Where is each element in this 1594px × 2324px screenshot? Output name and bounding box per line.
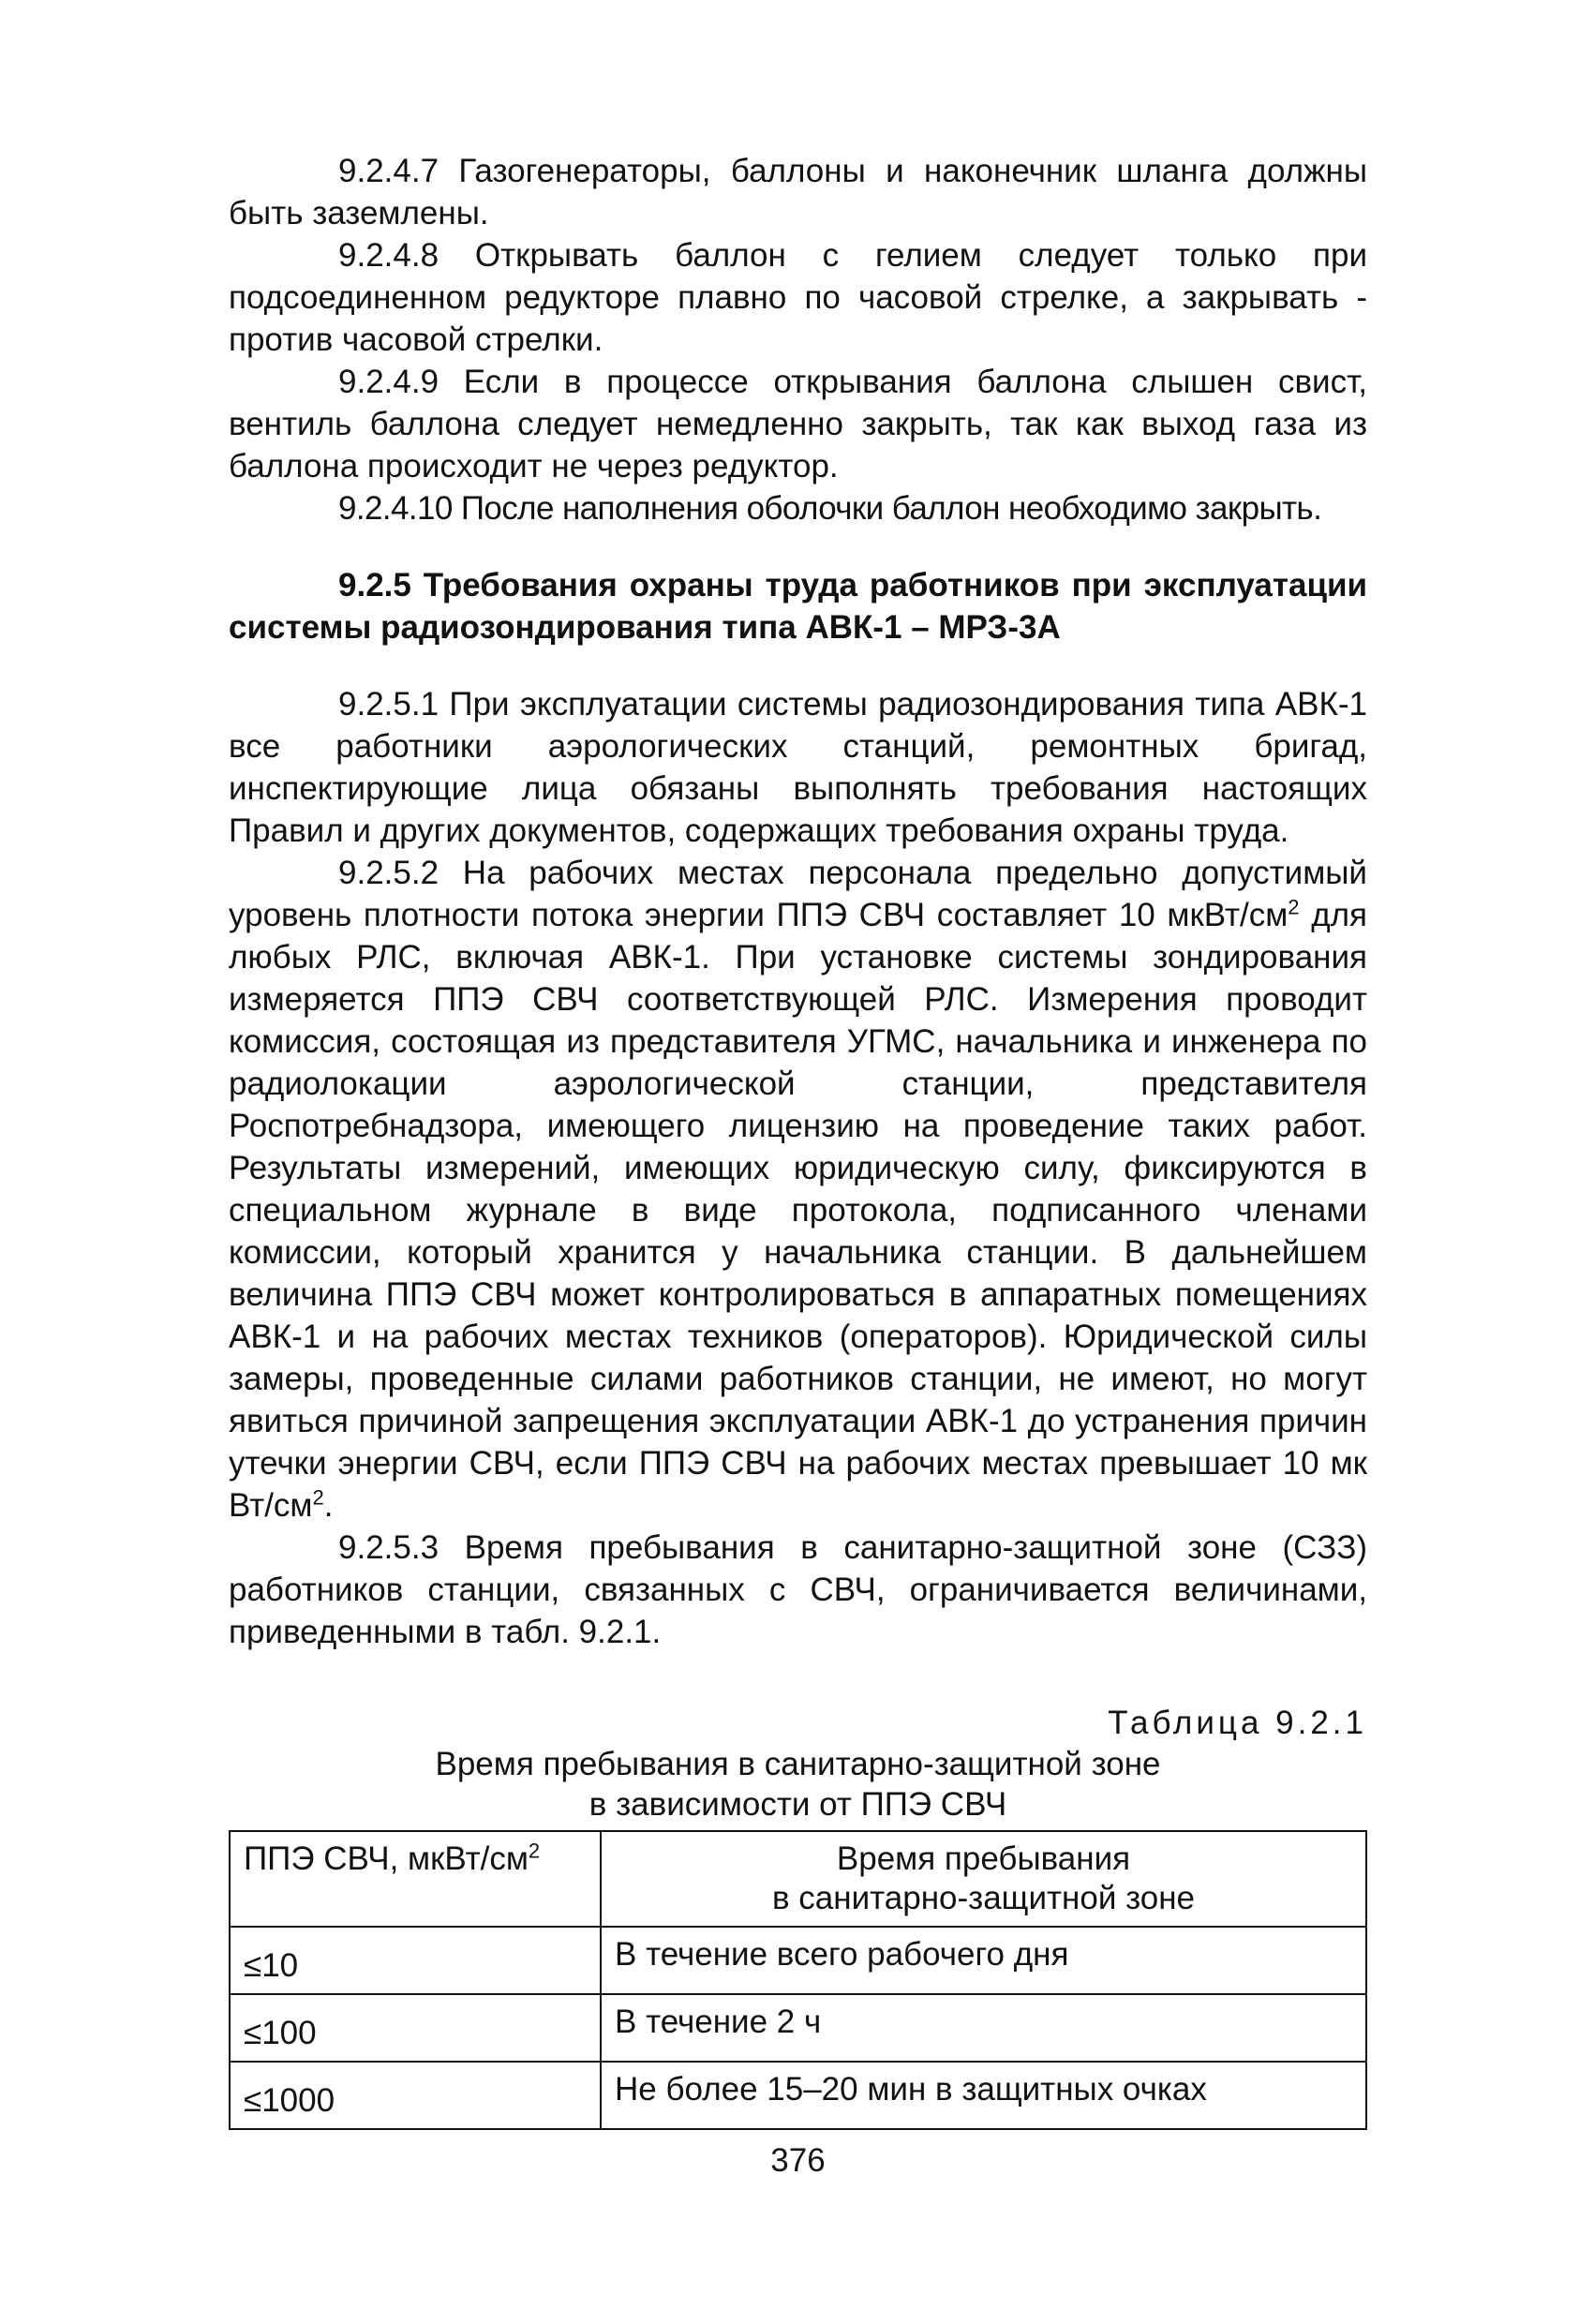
superscript: 2 [528,1839,541,1863]
paragraph-9-2-4-9: 9.2.4.9 Если в процессе открывания баллона слышен свист, вентиль баллона следует немедленно закрыть, так как выход газа из баллона происходит не через редуктор. [229,364,1367,484]
exposure-time-table [229,1830,1367,2130]
paragraph-9-2-5-2-part-a: 9.2.5.2 На рабочих местах персонала предельно допустимый уровень плотности потока энергии ППЭ СВЧ составляет 10 мкВт/см [229,855,1367,933]
paragraph-9-2-4-8: 9.2.4.8 Открывать баллон с гелием следует только при подсоединенном редукторе плавно по часовой стрелке, а закрывать - против часовой стрелки. [229,237,1367,358]
cell-time: В течение всего рабочего дня [601,1927,1366,1994]
superscript: 2 [1288,895,1300,919]
page-number: 376 [770,2142,826,2179]
table-number: Таблица 9.2.1 [1108,1705,1367,1741]
section-heading-9-2-5: 9.2.5 Требования охраны труда работников при эксплуатации системы радиозондирования типа АВК-1 – МРЗ-3А [229,567,1367,646]
cell-time: Не более 15–20 мин в защитных очках [601,2062,1366,2129]
paragraph-9-2-5-2 [229,852,1367,1527]
paragraph-9-2-4-7: 9.2.4.7 Газогенераторы, баллоны и наконечник шланга должны быть заземлены. [229,153,1367,231]
header-ppe-label: ППЭ СВЧ, мкВт/см [244,1840,529,1877]
cell-time: В течение 2 ч [601,1994,1366,2062]
table-title-line: в зависимости от ППЭ СВЧ [588,1786,1007,1823]
document-page [229,150,1367,2182]
paragraph-9-2-5-1: 9.2.5.1 При эксплуатации системы радиозондирования типа АВК-1 все работники аэрологических станций, ремонтных бригад, инспектирующие лица обязаны выполнять требования настоящих Правил и других документов, содержащих требования охраны труда. [229,686,1367,849]
table-title [229,1744,1367,1825]
cell-ppe: ≤10 [230,1927,601,1994]
cell-ppe: ≤100 [230,1994,601,2062]
header-time [601,1831,1366,1927]
table-header-row [230,1831,1366,1927]
paragraph-9-2-4-10: 9.2.4.10 После наполнения оболочки баллон необходимо закрыть. [338,490,1322,527]
header-time-line: Время пребывания [836,1840,1131,1877]
paragraph-9-2-5-3: 9.2.5.3 Время пребывания в санитарно-защитной зоне (СЗЗ) работников станции, связанных с СВЧ, ограничивается величинами, приведенными в табл. 9.2.1. [229,1529,1367,1650]
table-row [230,2062,1366,2129]
table-row [230,1994,1366,2062]
cell-ppe: ≤1000 [230,2062,601,2129]
paragraph-9-2-5-2-part-b: для любых РЛС, включая АВК-1. При установке системы зондирования измеряется ППЭ СВЧ соответствующей РЛС. Измерения проводит комиссия, состоящая из представителя УГМС, начальника и инженера по радиолокации аэрологической станции, представителя Роспотребнадзора, имеющего лицензию на проведение таких работ. Результаты измерений, имеющих юридическую силу, фиксируются в специальном журнале в виде протокола, подписанного членами комиссии, который хранится у начальника станции. В дальнейшем величина ППЭ СВЧ может контролироваться в аппаратных помещениях АВК-1 и на рабочих местах техников (операторов). Юридической силы замеры, проведенные силами работников станции, не имеют, но могут явиться причиной запрещения эксплуатации АВК-1 до устранения причин утечки энергии СВЧ, если ППЭ СВЧ на рабочих местах превышает 10 мк Вт/см [229,897,1368,1524]
paragraph-9-2-5-2-part-c: . [323,1487,334,1524]
table-row [230,1927,1366,1994]
header-ppe [230,1831,601,1927]
table-title-line: Время пребывания в санитарно-защитной зоне [435,1746,1161,1782]
superscript: 2 [312,1485,324,1510]
header-time-line: в санитарно-защитной зоне [771,1880,1196,1916]
